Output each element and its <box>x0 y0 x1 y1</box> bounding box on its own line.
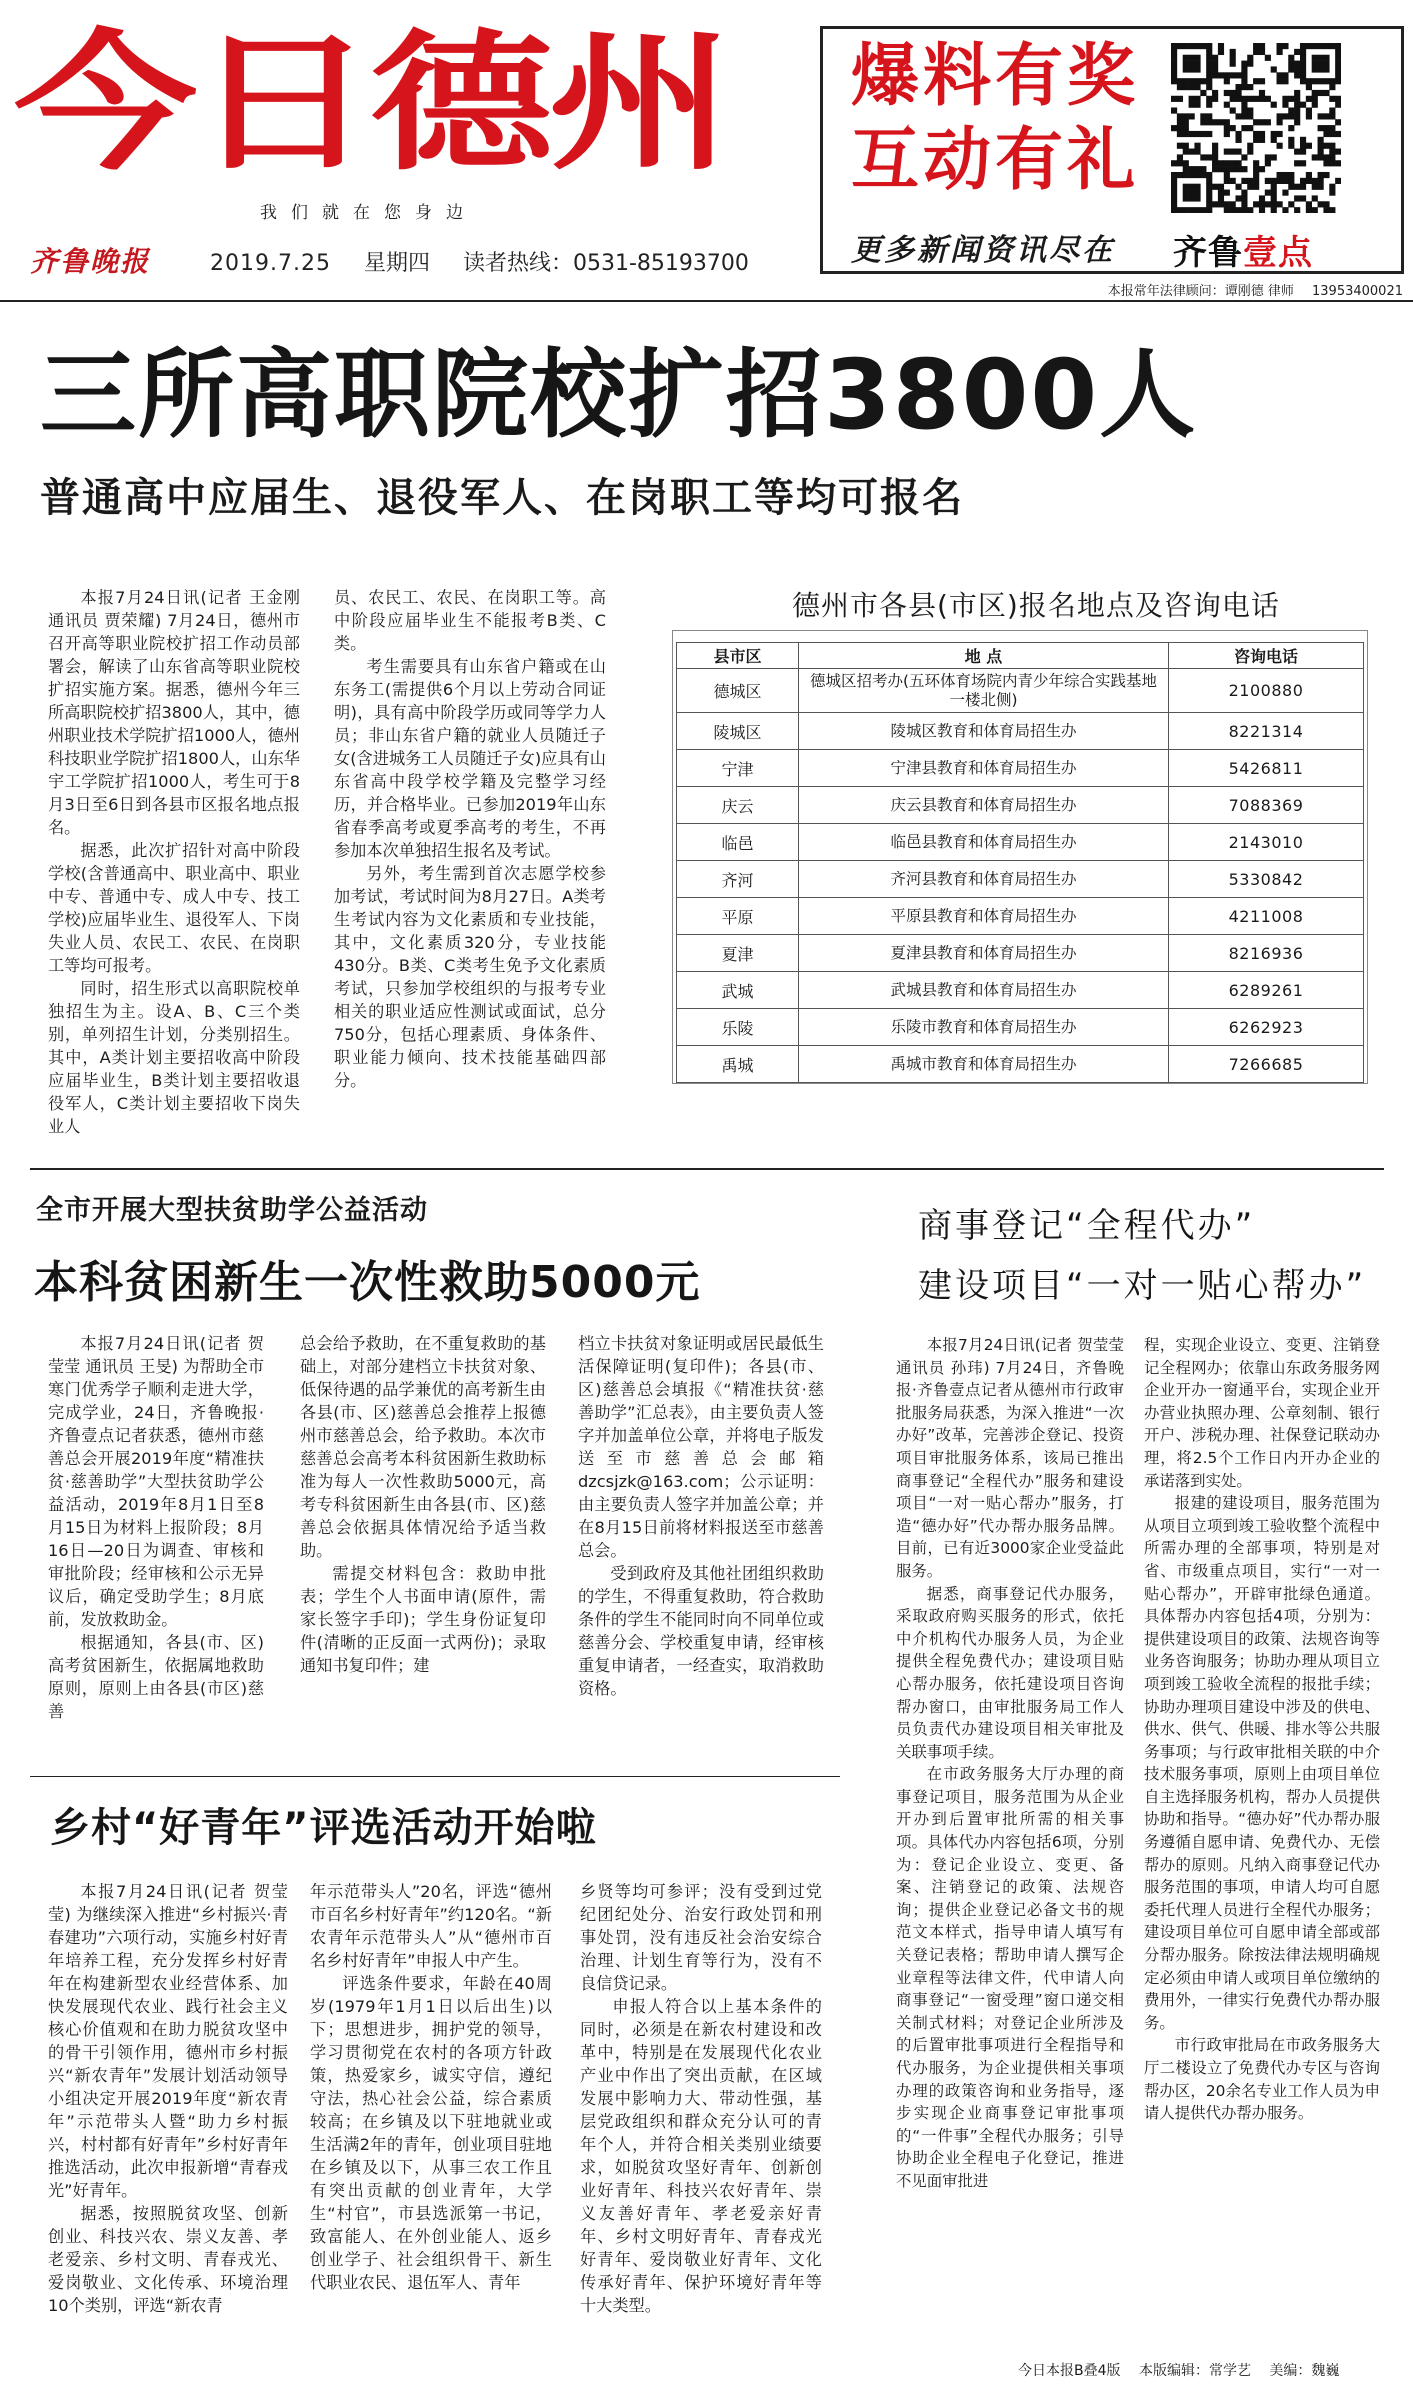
table-cell-county: 夏津 <box>677 935 799 972</box>
paragraph: 申报人符合以上基本条件的同时，必须是在新农村建设和改革中，特别是在发展现代化农业产业中作出了突出贡献，在区域发展中影响力大、带动性强，基层党政组织和群众充分认可的青年个人，并符合相关类别业绩要求，如脱贫攻坚好青年、创新创业好青年、科技兴农好青年、崇义友善好青年、孝老爱亲好青年、乡村文明好青年、青春戎光好青年、爱岗敬业好青年、文化传承好青年、保护环境好青年等十大类型。 <box>580 1997 822 2315</box>
aid-column-2 <box>300 1332 546 1677</box>
lead-column-1 <box>48 586 300 1138</box>
table-cell-phone: 6289261 <box>1169 972 1364 1009</box>
table-cell-phone: 8216936 <box>1169 935 1364 972</box>
paper-name-logo: 齐鲁晚报 <box>30 245 151 278</box>
table-cell-location: 德城区招考办(五环体育场院内青少年综合实践基地一楼北侧) <box>799 669 1169 713</box>
section-divider <box>30 1776 840 1777</box>
column-header: 咨询电话 <box>1169 643 1364 669</box>
table-cell-location: 夏津县教育和体育局招生办 <box>799 935 1169 972</box>
table-cell-phone: 2143010 <box>1169 824 1364 861</box>
table-cell-location: 庆云县教育和体育局招生办 <box>799 787 1169 824</box>
table-row <box>677 1009 1364 1046</box>
paragraph: 乡贤等均可参评；没有受到过党纪团纪处分、治安行政处罚和刑事处罚，没有违反社会治安综合治理、计划生育等行为，没有不良信贷记录。 <box>580 1882 822 1993</box>
youth-column-3 <box>580 1880 822 2317</box>
table-cell-location: 陵城区教育和体育局招生办 <box>799 713 1169 750</box>
paragraph: 同时，招生形式以高职院校单独招生为主。设A、B、C三个类别，单列招生计划，分类别招生。其中，A类计划主要招收高中阶段应届毕业生，B类计划主要招收退役军人，C类计划主要招收下岗失业人 <box>48 979 300 1136</box>
column-header: 地 点 <box>799 643 1169 669</box>
table-cell-phone: 4211008 <box>1169 898 1364 935</box>
paragraph: 在市政务服务大厅办理的商事登记项目，服务范围为从企业开办到后置审批所需的相关事项。具体代办内容包括6项，分别为：登记企业设立、变更、备案、注销登记的政策、法规咨询；提供企业登记必备文书的规范文本样式，指导申请人填写有关登记表格；帮助申请人撰写企业章程等法律文件，代申请人向商事登记“一窗受理”窗口递交相关制式材料；对登记企业所涉及的后置审批事项进行全程指导和代办服务，为企业提供相关事项办理的政策咨询和业务指导，逐步实现企业商事登记审批事项的“一件事”全程代办服务；引导协助企业全程电子化登记，推进不见面审批进 <box>896 1765 1124 2190</box>
paragraph: 报建的建设项目，服务范围为从项目立项到竣工验收整个流程中所需办理的全部事项，特别是对省、市级重点项目，实行“一对一贴心帮办”，开辟审批绿色通道。具体帮办内容包括4项，分别为：提供建设项目的政策、法规咨询等业务咨询服务；协助办理从项目立项到竣工验收全流程的报批手续；协助办理项目建设中涉及的供电、供水、供气、供暖、排水等公共服务事项；与行政审批相关联的中介技术服务事项，原则上由项目单位自主选择服务机构，帮办人员提供协助和指导。“德办好”代办帮办服务遵循自愿申请、免费代办、无偿帮办的原则。凡纳入商事登记代办服务范围的事项，申请人均可自愿委托代理人员进行全程代办服务；建设项目单位可自愿申请全部或部分帮办服务。除按法律法规明确规定必须由申请人或项目单位缴纳的费用外，一律实行免费代办帮办服务。 <box>1144 1494 1380 2032</box>
reader-hotline: 读者热线：0531-85193700 <box>462 251 749 276</box>
promo-line-2: 互动有礼 <box>851 121 1140 200</box>
table-row <box>677 713 1364 750</box>
footer-page: 今日本报B叠4版 <box>1018 2363 1121 2379</box>
promo-brand <box>1173 225 1313 274</box>
table-cell-location: 武城县教育和体育局招生办 <box>799 972 1169 1009</box>
promo-line-1: 爆料有奖 <box>851 37 1140 116</box>
service-column-2 <box>1144 1334 1380 2125</box>
table-cell-county: 陵城区 <box>677 713 799 750</box>
paragraph: 据悉，商事登记代办服务，采取政府购买服务的形式，依托中介机构代办服务人员，为企业提供全程免费代办；建设项目贴心帮办服务，依托建设项目咨询帮办窗口，由审批服务局工作人员负责代办建设项目相关审批及关联事项手续。 <box>896 1584 1124 1761</box>
paragraph: 档立卡扶贫对象证明或居民最低生活保障证明(复印件)；各县(市、区)慈善总会填报《“精准扶贫·慈善助学”汇总表》，由主要负责人签字并加盖单位公章，并将电子版发送至市慈善总会邮箱dzcsjzk@163.com；公示证明：由主要负责人签字并加盖公章；并在8月15日前将材料报送至市慈善总会。 <box>578 1334 824 1560</box>
lead-headline: 三所高职院校扩招3800人 <box>40 339 1198 451</box>
table-cell-phone: 2100880 <box>1169 669 1364 713</box>
paragraph: 员、农民工、农民、在岗职工等。高中阶段应届毕业生不能报考B类、C类。 <box>334 588 606 653</box>
table-cell-phone: 5426811 <box>1169 750 1364 787</box>
contacts-table-title: 德州市各县(市区)报名地点及咨询电话 <box>792 589 1280 622</box>
paragraph: 市行政审批局在市政务服务大厅二楼设立了免费代办专区与咨询帮办区，20余名专业工作人员为申请人提供代办帮办服务。 <box>1144 2036 1380 2123</box>
aid-headline: 本科贫困新生一次性救助5000元 <box>34 1257 701 1308</box>
legal-advisor <box>1094 280 1403 299</box>
service-column-1 <box>896 1334 1124 2193</box>
aid-column-1 <box>48 1332 264 1723</box>
service-headline-2: 建设项目“一对一贴心帮办” <box>918 1266 1367 1306</box>
masthead-meta <box>210 246 775 277</box>
table-cell-location: 宁津县教育和体育局招生办 <box>799 750 1169 787</box>
table-cell-phone: 8221314 <box>1169 713 1364 750</box>
promo-box <box>820 26 1404 274</box>
paragraph: 考生需要具有山东省户籍或在山东务工(需提供6个月以上劳动合同证明)，具有高中阶段学历或同等学力人员；非山东省户籍的就业人员随迁子女(含进城务工人员随迁子女)应具有山东省高中段学校学籍及完整学习经历，并合格毕业。已参加2019年山东省春季高考或夏季高考的考生，不再参加本次单独招生报名及考试。 <box>334 657 606 860</box>
paragraph: 本报7月24日讯(记者 贺莹莹 通讯员 孙玮) 7月24日，齐鲁晚报·齐鲁壹点记者从德州市行政审批服务局获悉，为深入推进“一次办好”改革，完善涉企登记、投资项目审批服务体系，该局已推出商事登记“全程代办”服务和建设项目“一对一贴心帮办”服务，打造“德办好”代办帮办服务品牌。目前，已有近3000家企业受益此服务。 <box>896 1336 1124 1580</box>
table-cell-county: 武城 <box>677 972 799 1009</box>
column-header: 县市区 <box>677 643 799 669</box>
paragraph: 需提交材料包含：救助申批表；学生个人书面申请(原件，需家长签字手印)；学生身份证复印件(清晰的正反面一式两份)；录取通知书复印件；建 <box>300 1564 546 1675</box>
paragraph: 程，实现企业设立、变更、注销登记全程网办；依靠山东政务服务网企业开办一窗通平台，实现企业开办营业执照办理、公章刻制、银行开户、涉税办理、社保登记联动办理，将2.5个工作日内开办企业的承诺落到实处。 <box>1144 1336 1380 1490</box>
table-cell-location: 齐河县教育和体育局招生办 <box>799 861 1169 898</box>
table-cell-phone: 5330842 <box>1169 861 1364 898</box>
section-divider <box>30 1168 1384 1170</box>
footer-designer: 美编：魏巍 <box>1269 2363 1340 2379</box>
paragraph: 另外，考生需到首次志愿学校参加考试，考试时间为8月27日。A类考生考试内容为文化素质和专业技能，其中，文化素质320分，专业技能430分。B类、C类考生免予文化素质考试，只参加学校组织的与报考专业相关的职业适应性测试或面试，总分750分，包括心理素质、身体条件、职业能力倾向、技术技能基础四部分。 <box>334 864 606 1090</box>
paragraph: 根据通知，各县(市、区)高考贫困新生，依据属地救助原则，原则上由各县(市区)慈善 <box>48 1633 264 1721</box>
table-cell-location: 乐陵市教育和体育局招生办 <box>799 1009 1169 1046</box>
table-cell-phone: 7266685 <box>1169 1046 1364 1083</box>
promo-line-3: 更多新闻资讯尽在 <box>851 233 1115 268</box>
qr-code-icon[interactable] <box>1171 43 1341 213</box>
youth-headline: 乡村“好青年”评选活动开始啦 <box>50 1805 597 1851</box>
promo-brand-text: 齐鲁壹点 <box>1173 233 1313 273</box>
paragraph: 总会给予救助，在不重复救助的基础上，对部分建档立卡扶贫对象、低保待遇的品学兼优的高考新生由各县(市、区)慈善总会推荐上报德州市慈善总会，给予救助。本次市慈善总会高考本科贫困新生救助标准为每人一次性救助5000元，高考专科贫困新生由各县(市、区)慈善总会依据具体情况给予适当救助。 <box>300 1334 546 1560</box>
issue-weekday: 星期四 <box>363 251 430 276</box>
table-cell-county: 乐陵 <box>677 1009 799 1046</box>
table-row <box>677 972 1364 1009</box>
table-row <box>677 824 1364 861</box>
page-footer <box>1018 2360 1353 2380</box>
lead-subhead: 普通高中应届生、退役军人、在岗职工等均可报名 <box>40 475 964 521</box>
table-row <box>677 1046 1364 1083</box>
masthead-title: 今日德州 <box>14 17 727 191</box>
table-row <box>677 750 1364 787</box>
masthead-divider <box>0 300 1413 302</box>
contacts-table <box>676 642 1364 1083</box>
table-header-row <box>677 643 1364 669</box>
table-row <box>677 669 1364 713</box>
table-cell-county: 齐河 <box>677 861 799 898</box>
paragraph: 年示范带头人”20名，评选“德州市百名乡村好青年”约120名。“新农青年示范带头人”从“德州市百名乡村好青年”申报人中产生。 <box>310 1882 552 1970</box>
paragraph: 据悉，按照脱贫攻坚、创新创业、科技兴农、崇义友善、孝老爱亲、乡村文明、青春戎光、爱岗敬业、文化传承、环境治理10个类别，评选“新农青 <box>48 2204 288 2315</box>
table-cell-county: 临邑 <box>677 824 799 861</box>
aid-column-3 <box>578 1332 824 1700</box>
table-cell-county: 庆云 <box>677 787 799 824</box>
table-cell-location: 临邑县教育和体育局招生办 <box>799 824 1169 861</box>
table-cell-county: 德城区 <box>677 669 799 713</box>
table-cell-county: 宁津 <box>677 750 799 787</box>
aid-kicker: 全市开展大型扶贫助学公益活动 <box>36 1195 428 1226</box>
table-cell-phone: 6262923 <box>1169 1009 1364 1046</box>
table-row <box>677 861 1364 898</box>
table-cell-location: 禹城市教育和体育局招生办 <box>799 1046 1169 1083</box>
table-row <box>677 935 1364 972</box>
legal-advisor-label: 本报常年法律顾问：谭刚德 律师 <box>1107 284 1294 299</box>
table-cell-phone: 7088369 <box>1169 787 1364 824</box>
youth-column-2 <box>310 1880 552 2294</box>
service-headline-1: 商事登记“全程代办” <box>918 1206 1256 1246</box>
lead-column-2 <box>334 586 606 1092</box>
table-row <box>677 898 1364 935</box>
paragraph: 受到政府及其他社团组织救助的学生，不得重复救助，符合救助条件的学生不能同时向不同单位或慈善分会、学校重复申请，经审核重复申请者，一经查实，取消救助资格。 <box>578 1564 824 1698</box>
table-row <box>677 787 1364 824</box>
paragraph: 本报7月24日讯(记者 王金刚 通讯员 贾荣耀) 7月24日，德州市召开高等职业院校扩招工作动员部署会，解读了山东省高等职业院校扩招实施方案。据悉，德州今年三所高职院校扩招3800人，其中，德州职业技术学院扩招1000人，德州科技职业学院扩招1800人，山东华宇工学院扩招1000人，考生可于8月3日至6日到各县市区报名地点报名。 <box>48 588 300 837</box>
masthead-slogan: 我们就在您身边 <box>260 203 477 223</box>
paragraph: 评选条件要求，年龄在40周岁(1979年1月1日以后出生)以下；思想进步，拥护党的领导，学习贯彻党在农村的各项方针政策，热爱家乡，诚实守信，遵纪守法，热心社会公益，综合素质较高；在乡镇及以下驻地就业或生活满2年的青年，创业项目驻地在乡镇及以下，从事三农工作且有突出贡献的创业青年，大学生“村官”，市县选派第一书记，致富能人、在外创业能人、返乡创业学子、社会组织骨干、新生代职业农民、退伍军人、青年 <box>310 1974 552 2292</box>
paragraph: 据悉，此次扩招针对高中阶段学校(含普通高中、职业高中、职业中专、普通中专、成人中专、技工学校)应届毕业生、退役军人、下岗失业人员、农民工、农民、在岗职工等均可报考。 <box>48 841 300 975</box>
footer-editor: 本版编辑：常学艺 <box>1138 2363 1251 2379</box>
legal-advisor-phone: 13953400021 <box>1312 284 1403 299</box>
table-cell-county: 禹城 <box>677 1046 799 1083</box>
paragraph: 本报7月24日讯(记者 贺莹莹 通讯员 王旻) 为帮助全市寒门优秀学子顺利走进大学，完成学业，24日，齐鲁晚报·齐鲁壹点记者获悉，德州市慈善总会开展2019年度“精准扶贫·慈善助学”大型扶贫助学公益活动，2019年8月1日至8月15日为材料上报阶段；8月16日—20日为调查、审核和审批阶段；经审核和公示无异议后，确定受助学生；8月底前，发放救助金。 <box>48 1334 265 1629</box>
issue-date: 2019.7.25 <box>210 251 331 276</box>
table-cell-county: 平原 <box>677 898 799 935</box>
table-cell-location: 平原县教育和体育局招生办 <box>799 898 1169 935</box>
paragraph: 本报7月24日讯(记者 贺莹莹) 为继续深入推进“乡村振兴·青春建功”六项行动，实施乡村好青年培养工程，充分发挥乡村好青年在构建新型农业经营体系、加快发展现代农业、践行社会主义核心价值观和在助力脱贫攻坚中的骨干引领作用，德州市乡村振兴“新农青年”发展计划活动领导小组决定开展2019年度“新农青年”示范带头人暨“助力乡村振兴，村村都有好青年”乡村好青年推选活动，此次申报新增“青春戎光”好青年。 <box>48 1882 288 2200</box>
youth-column-1 <box>48 1880 288 2317</box>
